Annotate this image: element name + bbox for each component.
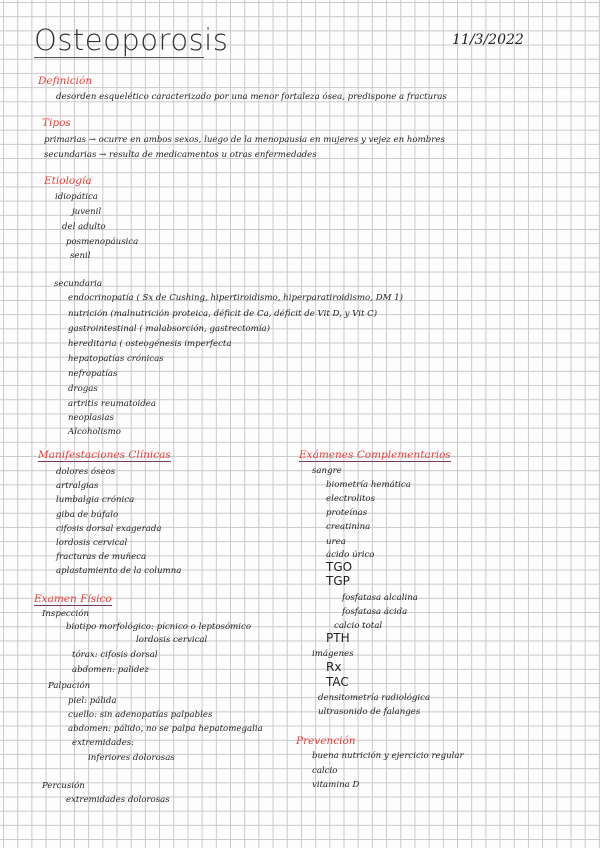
examen-tac: TAC <box>326 675 349 689</box>
percusion-extremidades: extremidades dolorosas <box>66 795 170 805</box>
palpacion-label: Palpación <box>48 681 91 691</box>
date: 11/3/2022 <box>452 32 524 48</box>
manifestacion-item: dolores óseos <box>56 467 116 477</box>
definicion-heading: Definición <box>38 75 93 87</box>
inspeccion-lordosis: lordosis cervical <box>136 635 208 645</box>
examen-calcio: calcio total <box>334 621 383 631</box>
secundaria-item: endocrinopatía ( Sx de Cushing, hipertiroidismo, hiperparatiroidismo, DM 1) <box>68 293 403 303</box>
sangre-item: creatinina <box>326 522 371 532</box>
tipos-heading: Tipos <box>42 117 71 129</box>
idiopatica-item: del adulto <box>62 222 106 232</box>
inspeccion-abdomen: abdomen: palidez <box>72 665 149 675</box>
sangre-item: proteínas <box>326 508 368 518</box>
etiologia-heading: Etiología <box>44 175 92 187</box>
examen-pth: PTH <box>326 631 350 645</box>
prevencion-item: calcio <box>312 766 338 776</box>
idiopatica-item: posmenopáusica <box>66 237 139 247</box>
sangre-item: electrolitos <box>326 494 376 504</box>
examen-rx: Rx <box>326 660 342 674</box>
prevencion-item: buena nutrición y ejercicio regular <box>312 751 464 761</box>
sangre-item: urea <box>326 537 346 547</box>
idiopatica-item: juvenil <box>72 207 102 217</box>
palpacion-piel: piel: pálida <box>68 696 117 706</box>
inspeccion-label: Inspección <box>42 609 90 619</box>
manifestacion-item: cifosis dorsal exagerada <box>56 524 162 534</box>
secundaria-item: drogas <box>68 384 98 394</box>
examen-imagenes: imágenes <box>312 649 354 659</box>
manifestacion-item: lumbalgia crónica <box>56 495 135 505</box>
examen-fosfatasa-acida: fosfatasa ácida <box>342 607 408 617</box>
sangre-item: ácido úrico <box>326 550 375 560</box>
examen-tgp: TGP <box>326 574 350 588</box>
secundaria-item: nutrición (malnutrición proteica, déficit de Ca, déficit de Vit D, y Vit C) <box>68 309 378 319</box>
secundaria-item: Alcoholismo <box>68 427 121 437</box>
palpacion-cuello: cuello: sin adenopatías palpables <box>68 710 213 720</box>
examenes-heading: Exámenes Complementarios <box>299 449 451 461</box>
tipos-line-1: primarias → ocurre en ambos sexos, luego de la menopausia en mujeres y vejez en hombres <box>44 135 445 145</box>
definicion-text: desorden esquelético caracterizado por una menor fortaleza ósea, predispone a fracturas <box>56 92 447 102</box>
examen-fosfatasa-alcalina: fosfatasa alcalina <box>342 593 418 603</box>
secundaria-item: hereditaria ( osteogénesis imperfecta <box>68 339 232 349</box>
palpacion-abdomen: abdomen: pálido, no se palpa hepatomegalia <box>68 724 263 734</box>
manifestacion-item: aplastamiento de la columna <box>56 566 182 576</box>
palpacion-extremidades: extremidades: <box>72 738 134 748</box>
secundaria-item: hepatopatías crónicas <box>68 354 164 364</box>
examen-tgo: TGO <box>326 560 353 574</box>
inspeccion-biotipo: biotipo morfológico: pícnico o leptosómico <box>66 622 252 632</box>
manifestacion-item: artralgias <box>56 481 99 491</box>
manifestacion-item: lordosis cervical <box>56 538 128 548</box>
examenes-sangre: sangre <box>312 466 342 476</box>
tipos-line-2: secundarias → resulta de medicamentos u otras enfermedades <box>44 150 317 160</box>
prevencion-heading: Prevención <box>296 735 356 747</box>
prevencion-item: vitamina D <box>312 780 360 790</box>
etiologia-secundaria: secundaria <box>54 279 102 289</box>
inspeccion-torax: tórax: cifosis dorsal <box>72 650 158 660</box>
examen-ultrasonido: ultrasonido de falanges <box>318 707 421 717</box>
manifestacion-item: fracturas de muñeca <box>56 552 147 562</box>
examen-fisico-heading: Examen Físico <box>34 593 112 605</box>
percusion-label: Percusión <box>42 781 85 791</box>
secundaria-item: nefropatías <box>68 369 118 379</box>
palpacion-inferiores: inferiores dolorosas <box>88 753 175 763</box>
idiopatica-item: senil <box>70 251 91 261</box>
secundaria-item: artritis reumatoidea <box>68 399 156 409</box>
page-title: Osteoporosis <box>34 23 229 57</box>
secundaria-item: neoplasias <box>68 413 114 423</box>
manifestacion-item: giba de búfalo <box>56 510 119 520</box>
title-underline <box>34 57 204 58</box>
etiologia-idiopatica: idiopática <box>55 192 98 202</box>
manifestaciones-heading: Manifestaciones Clínicas <box>38 449 171 461</box>
secundaria-item: gastrointestinal ( malabsorción, gastrectomía) <box>68 324 270 334</box>
sangre-item: biometría hemática <box>326 480 411 490</box>
examen-densitometria: densitometría radiológica <box>318 693 431 703</box>
